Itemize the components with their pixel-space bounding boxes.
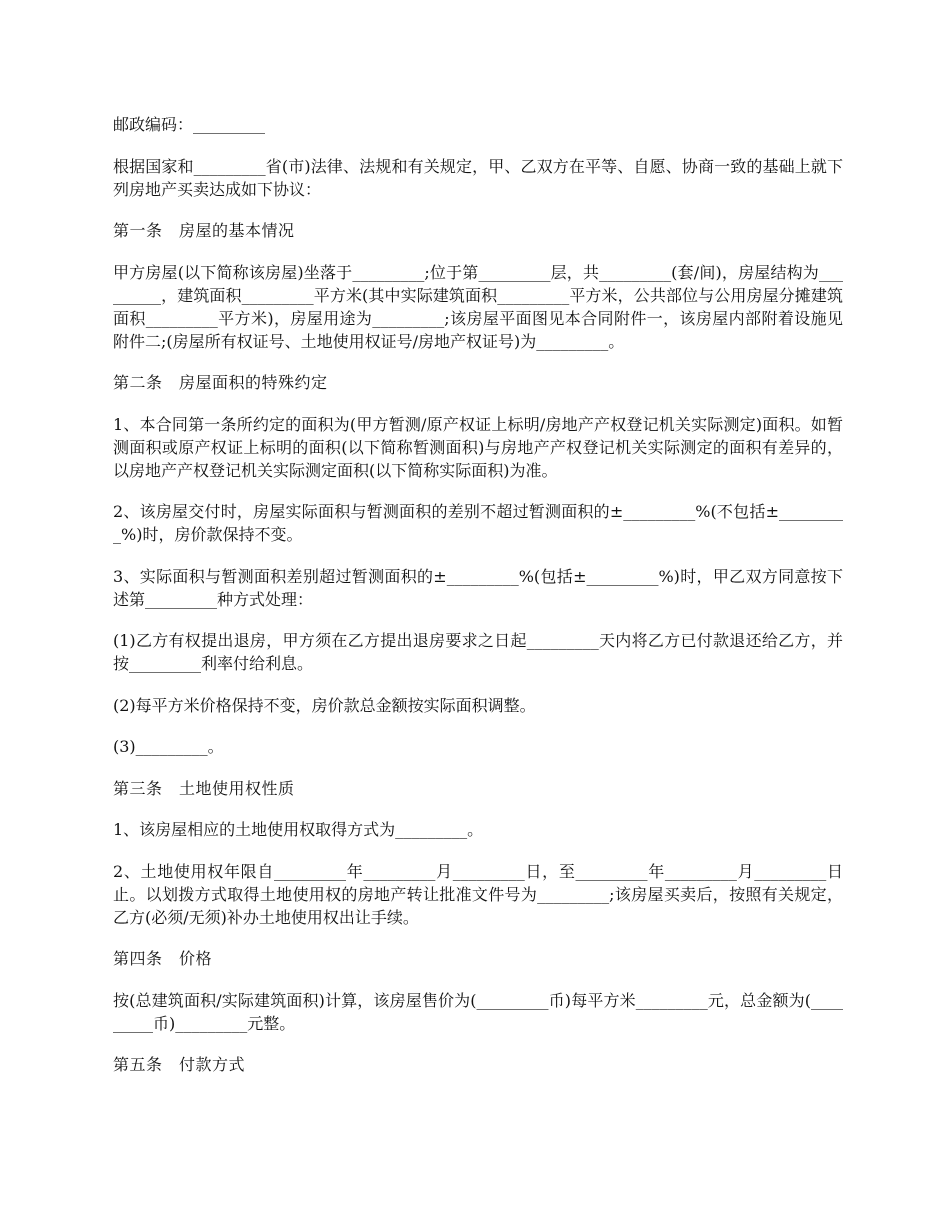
article-3-clause-2: 2、土地使用权年限自_________年_________月_________日，至_________年_________月_________日止。以划拨方式取得土地使用权的房地产转让批准文件号为_________;该房屋买卖后，按照有关规定，乙方(必须/无须)补办土地使用权出让手续。 — [113, 861, 843, 927]
article-2-clause-2: 2、该房屋交付时，房屋实际面积与暂测面积的差别不超过暂测面积的±_________%(不包括±_________%)时，房价款保持不变。 — [113, 502, 843, 544]
article-4-heading: 第四条 价格 — [113, 949, 213, 968]
article-4-body: 按(总建筑面积/实际建筑面积)计算，该房屋售价为(_________币)每平方米_________元，总金额为(_________币)_________元整。 — [113, 990, 843, 1033]
preamble-paragraph: 根据国家和_________省(市)法律、法规和有关规定，甲、乙双方在平等、自愿、协商一致的基础上就下列房地产买卖达成如下协议： — [113, 156, 843, 199]
article-2-heading: 第二条 房屋面积的特殊约定 — [113, 373, 328, 392]
article-1-heading: 第一条 房屋的基本情况 — [113, 221, 295, 240]
article-3-clause-1: 1、该房屋相应的土地使用权取得方式为_________。 — [113, 820, 484, 839]
article-2-clause-1: 1、本合同第一条所约定的面积为(甲方暂测/原产权证上标明/房地产产权登记机关实际测定)面积。如暂测面积或原产权证上标明的面积(以下简称暂测面积)与房地产产权登记机关实际测定的面积有差异的，以房地产产权登记机关实际测定面积(以下简称实际面积)为准。 — [113, 414, 843, 480]
article-5-heading: 第五条 付款方式 — [113, 1055, 246, 1074]
article-3-heading: 第三条 土地使用权性质 — [113, 778, 295, 798]
postal-code-line: 邮政编码：_________ — [113, 115, 266, 134]
article-2-clause-3: 3、实际面积与暂测面积差别超过暂测面积的±_________%(包括±_________%)时，甲乙双方同意按下述第_________种方式处理： — [113, 566, 843, 609]
article-1-body: 甲方房屋(以下简称该房屋)坐落于_________;位于第_________层，共_________(套/间)，房屋结构为_________，建筑面积_________平方米(其中实际建筑面积_________平方米，公共部位与公用房屋分摊建筑面积_________平方米)，房屋用途为_________;该房屋平面图见本合同附件一，该房屋内部附着设施见附件二;(房屋所有权证号、土地使用权证号/房地产权证号)为_________。 — [113, 262, 843, 351]
document-page — [113, 113, 843, 1095]
article-2-option-2: (2)每平方米价格保持不变，房价款总金额按实际面积调整。 — [113, 695, 536, 715]
article-2-option-1: (1)乙方有权提出退房，甲方须在乙方提出退房要求之日起_________天内将乙方已付款退还给乙方，并按_________利率付给利息。 — [113, 631, 843, 673]
article-2-option-3: (3)_________。 — [113, 737, 224, 756]
